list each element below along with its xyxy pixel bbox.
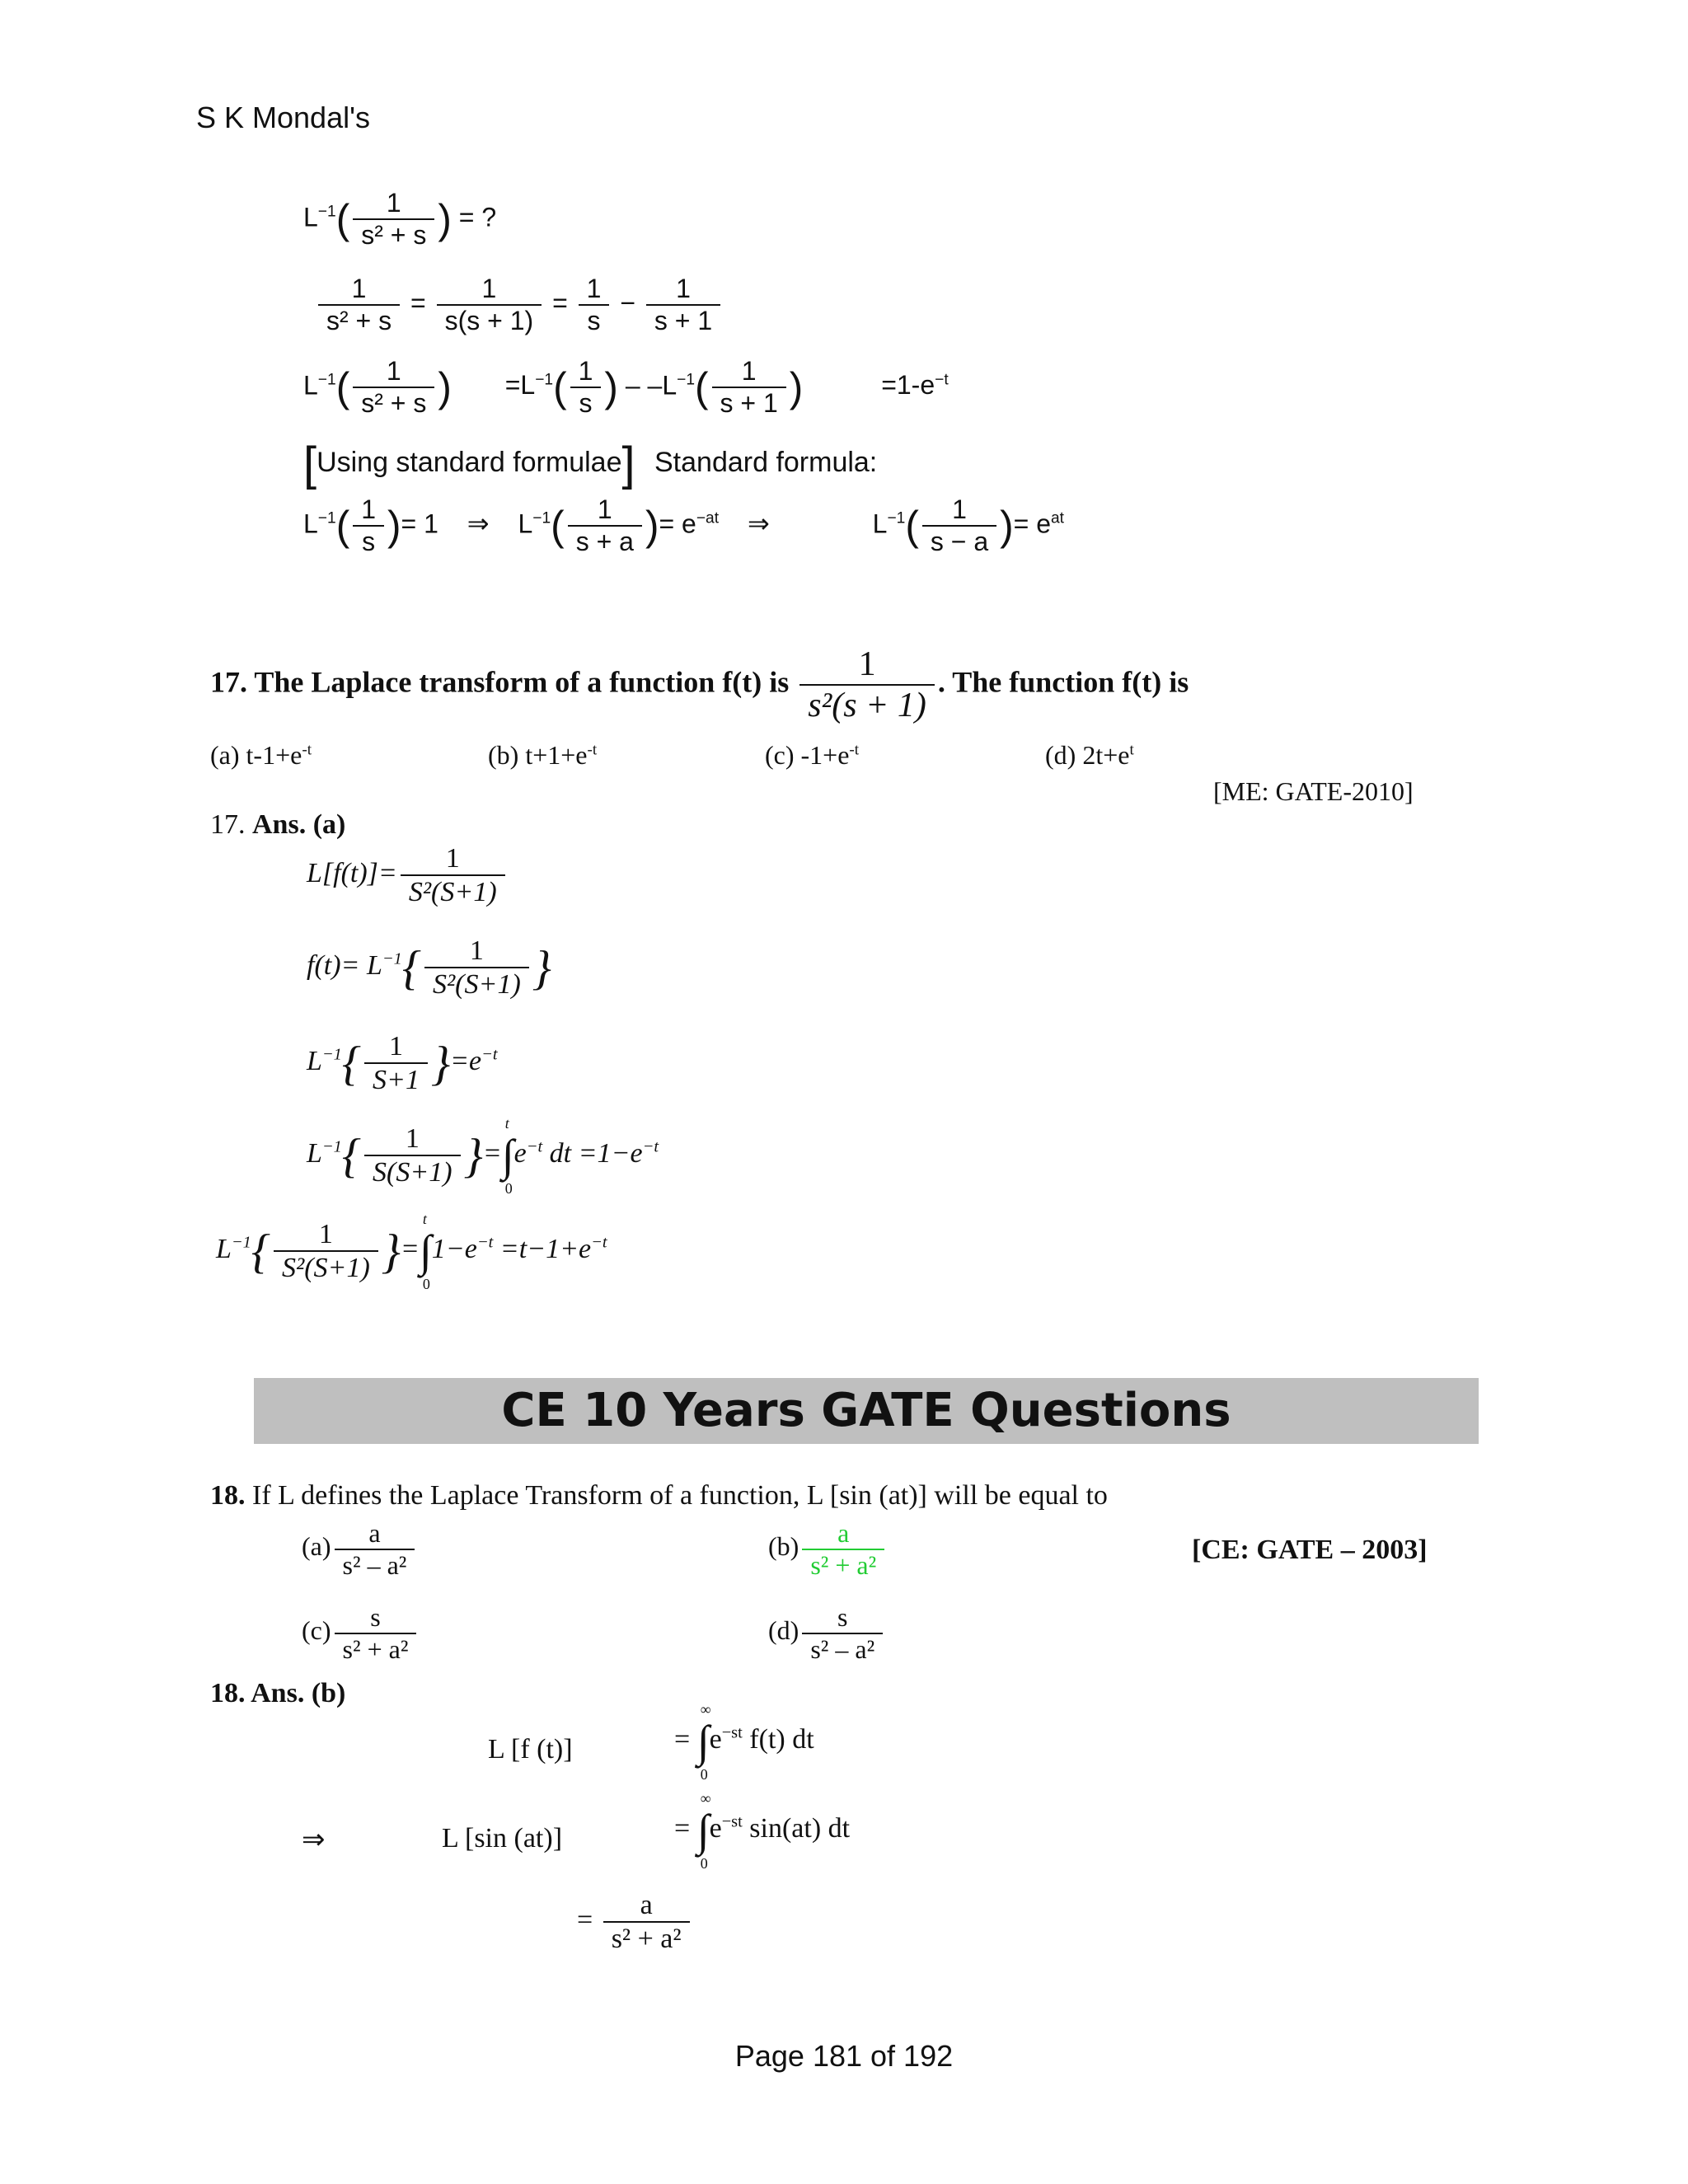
q17-source: [ME: GATE-2010]	[1213, 776, 1414, 806]
intro-line-3: $L^{-1}$( $\frac{1}{\text{s² + s}}$ ) $=L^{-1}$( $\frac{1}{s}$ ) – $-L^{-1}$( $\frac{1}{s + 1}$ ) $=1-e^{-t}$	[303, 356, 949, 418]
q17-step-3: $L^{-1}${ $\frac{1}{S+1}$ }$=e^{-t}$	[307, 1031, 498, 1096]
q18-option-d: (d) $\frac{s}{\text{s² – a²}}$	[768, 1602, 886, 1665]
q17-option-d: (d) $2t+e^t$	[1045, 740, 1134, 770]
q17-option-a: (a) $t-1+e^{-t}$	[210, 740, 312, 770]
intro-line-5: $L^{-1}$( $\frac{1}{s}$ )= 1 ⇒ $L^{-1}$( $\frac{1}{s + a}$ )= $e^{-at}$ ⇒ $L^{-1}$( $\frac{1}{s - a}$ )= $e^{at}$	[303, 494, 1065, 556]
q17-option-c: (c) $-1+e^{-t}$	[765, 740, 860, 770]
q18-row-2-rhs: = ∫ ∞ 0 $e^{-st}$ sin(at) dt	[674, 1790, 851, 1872]
q18-answer: 18. Ans. (b)	[210, 1678, 346, 1708]
q18-row-3: = $\frac{a}{\text{s² + a²}}$	[577, 1889, 693, 1955]
q17-option-b: (b) $t+1+e^{-t}$	[488, 740, 598, 770]
q17-step-2: $f(t)= L^{-1}${ $\frac{1}{\text{S²(S+1)}}$ }	[307, 935, 551, 1001]
q18-option-a: (a) $\frac{a}{\text{s² – a²}}$	[302, 1518, 418, 1581]
q18-option-c: (c) $\frac{s}{\text{s² + a²}}$	[302, 1602, 420, 1665]
q17-answer: 17. Ans. (a)	[210, 809, 346, 840]
q18-option-b: (b) $\frac{a}{\text{s² + a²}}$	[768, 1518, 888, 1581]
q17-question: 17. The Laplace transform of a function f(t) is $\frac{1}{\text{s²(s + 1)}}$ . The function f(t) is	[210, 645, 1189, 725]
q18-question: 18. If L defines the Laplace Transform of a function, L [sin (at)] will be equal to	[210, 1480, 1108, 1511]
intro-line-1: $L^{-1}$( $\frac{1}{\text{s² + s}}$ ) = ?	[303, 188, 497, 250]
q18-source: [CE: GATE – 2003]	[1192, 1535, 1428, 1565]
author-header: S K Mondal's	[196, 101, 370, 134]
section-banner-title: CE 10 Years GATE Questions	[501, 1384, 1231, 1437]
q18-row-1-rhs: = ∫ ∞ 0 $e^{-st}$ f(t) dt	[674, 1701, 814, 1783]
q17-step-5: $L^{-1}${ $\frac{1}{\text{S²(S+1)}}$ }=∫ t 0 $1-e^{-t} =t-1+e^{-t}$	[216, 1211, 607, 1293]
q17-step-1: L[f(t)]= $\frac{1}{\text{S²(S+1)}}$	[307, 842, 509, 908]
standard-formula-note: [Using standard formulae] Standard formula:	[303, 438, 878, 490]
q18-row-1-lhs: L [f (t)]	[488, 1734, 573, 1765]
intro-line-2: $\frac{1}{\text{s² + s}}$ = $\frac{1}{s(s + 1)}$ = $\frac{1}{s}$ − $\frac{1}{s + 1}$	[315, 274, 724, 336]
implies-arrow: ⇒	[302, 1825, 326, 1855]
page-number: Page 181 of 192	[734, 2039, 954, 2073]
q18-row-2-lhs: L [sin (at)]	[442, 1823, 563, 1854]
q17-step-4: $L^{-1}${ $\frac{1}{S(S+1)}$ }=∫ t 0 $e^{-t}$ dt $=1-e^{-t}$	[307, 1115, 659, 1197]
